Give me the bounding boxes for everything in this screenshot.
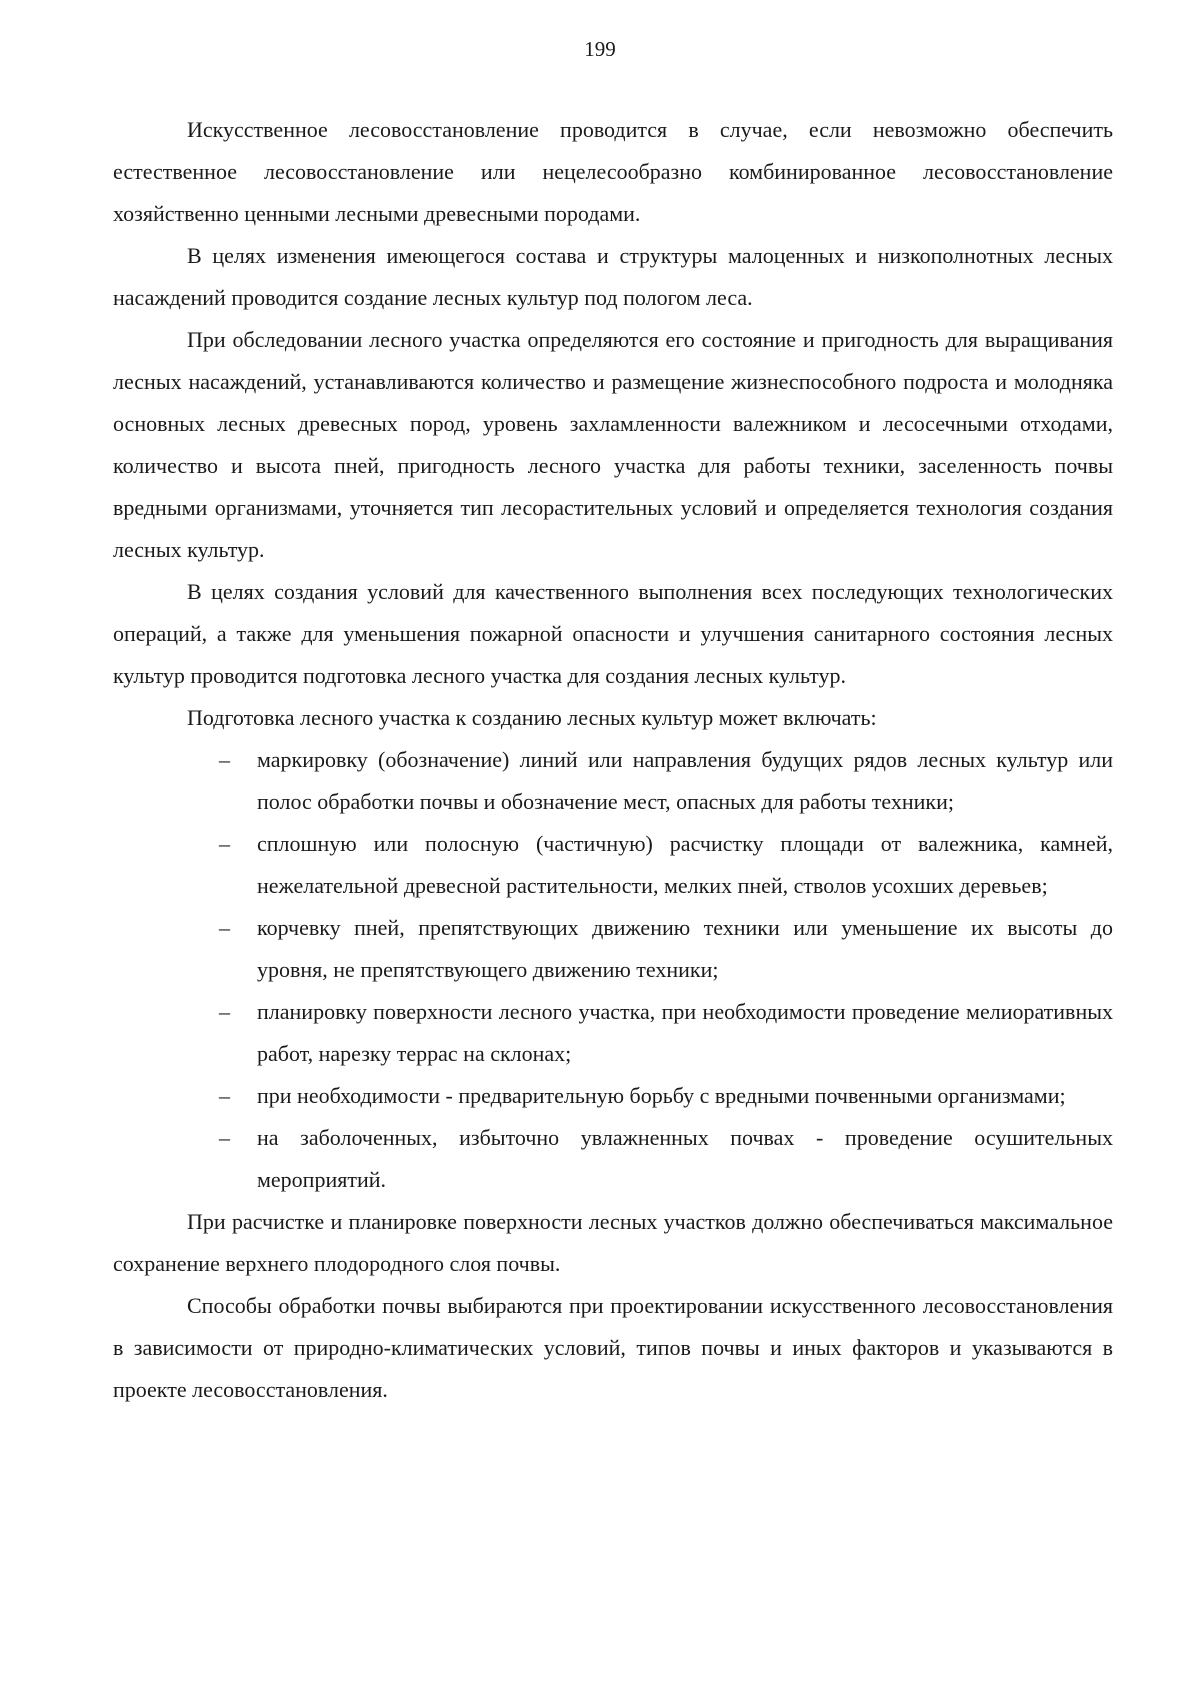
list-item-text: маркировку (обозначение) линий или направления будущих рядов лесных культур или полос обработки почвы и обозначение мест, опасных для работы техники;: [257, 747, 1113, 814]
list-item-text: при необходимости - предварительную борьбу с вредными почвенными организмами;: [257, 1083, 1066, 1108]
list-item: [219, 1075, 1113, 1117]
list-item-text: корчевку пней, препятствующих движению техники или уменьшение их высоты до уровня, не препятствующего движению техники;: [257, 915, 1113, 982]
preparation-list: [113, 739, 1113, 1201]
dash-bullet: –: [219, 831, 230, 856]
list-item: [219, 991, 1113, 1075]
dash-bullet: –: [219, 915, 230, 940]
paragraph-site-preparation-purpose: В целях создания условий для качественного выполнения всех последующих технологических операций, а также для уменьшения пожарной опасности и улучшения санитарного состояния лесных культур проводится подготовка лесного участка для создания лесных культур.: [113, 579, 1113, 688]
paragraph-artificial-reforestation: Искусственное лесовосстановление проводится в случае, если невозможно обеспечить естественное лесовосстановление или нецелесообразно комбинированное лесовосстановление хозяйственно ценными лесными древесными породами.: [113, 117, 1113, 226]
list-item: [219, 739, 1113, 823]
page-number: 199: [584, 37, 616, 61]
dash-bullet: –: [219, 1125, 230, 1150]
document-body: [113, 109, 1113, 1411]
paragraph-tillage-methods: Способы обработки почвы выбираются при проектировании искусственного лесовосстановления в зависимости от природно-климатических условий, типов почвы и иных факторов и указываются в проекте лесовосстановления.: [113, 1293, 1113, 1402]
paragraph-list-intro: Подготовка лесного участка к созданию лесных культур может включать:: [187, 705, 877, 730]
list-item-text: на заболоченных, избыточно увлажненных почвах - проведение осушительных мероприятий.: [257, 1125, 1113, 1192]
list-item-text: сплошную или полосную (частичную) расчистку площади от валежника, камней, нежелательной древесной растительности, мелких пней, стволов усохших деревьев;: [257, 831, 1113, 898]
paragraph-topsoil-preservation: При расчистке и планировке поверхности лесных участков должно обеспечиваться максимальное сохранение верхнего плодородного слоя почвы.: [113, 1209, 1113, 1276]
list-item: [219, 1117, 1113, 1201]
list-item: [219, 823, 1113, 907]
dash-bullet: –: [219, 747, 230, 772]
dash-bullet: –: [219, 999, 230, 1024]
paragraph-composition-change: В целях изменения имеющегося состава и структуры малоценных и низкополнотных лесных насаждений проводится создание лесных культур под пологом леса.: [113, 243, 1113, 310]
list-item-text: планировку поверхности лесного участка, при необходимости проведение мелиоративных работ, нарезку террас на склонах;: [257, 999, 1113, 1066]
dash-bullet: –: [219, 1083, 230, 1108]
list-item: [219, 907, 1113, 991]
paragraph-site-survey: При обследовании лесного участка определяются его состояние и пригодность для выращивания лесных насаждений, устанавливаются количество и размещение жизнеспособного подроста и молодняка основных лесных древесных пород, уровень захламленности валежником и лесосечными отходами, количество и высота пней, пригодность лесного участка для работы техники, заселенность почвы вредными организмами, уточняется тип лесорастительных условий и определяется технология создания лесных культур.: [113, 327, 1113, 562]
